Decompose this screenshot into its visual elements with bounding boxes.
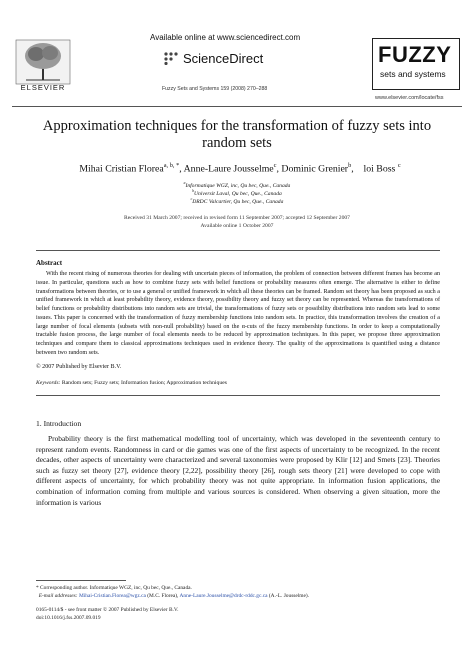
author-sup: c — [273, 162, 277, 169]
keywords — [36, 380, 227, 386]
abstract-bottom-rule — [36, 395, 440, 396]
affiliation-sup: a — [183, 181, 186, 185]
affiliation-text: Informatique WGZ, inc, Qu bec, Que., Canada — [185, 182, 291, 189]
sciencedirect-logo — [163, 49, 263, 67]
email-owner: (A.-L. Jousselme). — [268, 593, 310, 599]
affiliation-sup: b — [192, 189, 195, 193]
journal-citation: Fuzzy Sets and Systems 159 (2008) 270–288 — [162, 86, 268, 92]
author-sup: a, b, * — [163, 162, 180, 169]
abstract-top-rule — [36, 250, 440, 251]
author-name: Mihai Cristian Florea — [79, 163, 164, 175]
doi-line[interactable]: doi:10.1016/j.fss.2007.09.019 — [36, 615, 101, 621]
affiliation-text: DRDC Valcartier, Qu bec, Que., Canada — [192, 198, 284, 205]
affiliation-sup: c — [190, 197, 193, 201]
email-link[interactable]: Mihai-Cristian.Florea@wgz.ca — [78, 593, 146, 599]
journal-url-link[interactable]: www.elsevier.com/locate/fss — [375, 95, 444, 101]
email-owner: (M.C. Florea), — [147, 593, 179, 599]
article-title: Approximation techniques for the transformation of fuzzy sets into random sets — [42, 118, 432, 151]
affiliation-text: Universit Laval, Qu bec, Que., Canada — [194, 190, 282, 197]
affiliation — [40, 181, 434, 189]
sciencedirect-wordmark: ScienceDirect — [183, 50, 264, 66]
author-name: Dominic Grenier — [281, 163, 349, 175]
section-heading: 1. Introduction — [36, 419, 82, 428]
email-link[interactable]: Anne-Laure.Jousselme@drdc-rddc.gc.ca — [179, 593, 268, 599]
affiliation — [40, 189, 434, 197]
issn-line: 0165-0114/$ - see front matter © 2007 Published by Elsevier B.V. — [36, 607, 179, 613]
available-online-text: Available online at www.sciencedirect.com — [150, 33, 301, 42]
abstract-heading: Abstract — [36, 259, 63, 267]
abstract-text: With the recent rising of numerous theories for dealing with uncertain pieces of information, the problem of connection between different frames has become an issue. In particular, questions such as how to combine fuzzy sets with belief functions or probability measures often emerge. The alternative is either to define transformations between theories, or to use a general or unified framework in which all these theories can be framed. Random set theory has been proposed as such a unified framework in which at least probability theory, evidence theory, possibility theory and fuzzy set theory can be represented. Whereas the transformations of belief functions or probability distributions into random sets are trivial, the transformations of fuzzy sets or possibility distributions into random sets lead to some issues. This paper is concerned with the transformation of fuzzy membership functions into random sets. In practice, this transformation involves the creation of a large number of focal elements (subsets with non-null probability) based on the α-cuts of the fuzzy membership functions. In order to keep a computationally tractable fusion process, the large number of focal elements needs to be reduced by approximation techniques. In this paper, we propose three approximation techniques and compare them to classical approximations techniques used in evidence theory. The quality of the approximations is quantified using a distance between two random sets. — [36, 271, 440, 356]
available-online-date: Available online 1 October 2007 — [200, 223, 274, 229]
elsevier-wordmark: ELSEVIER — [20, 83, 66, 92]
author-sup: c — [397, 162, 401, 169]
footnote-emails — [36, 593, 309, 599]
author-sup: b — [348, 162, 352, 169]
keywords-text: Random sets; Fuzzy sets; Information fusion; Approximation techniques — [61, 380, 227, 386]
author-name: loi Boss — [363, 163, 396, 175]
author-name: Anne-Laure Jousselme — [183, 163, 274, 175]
intro-paragraph: Probability theory is the first mathematical modelling tool of uncertainty, which was developed in the seventeenth century to represent random events. Randomness in card or die games was one of the first aspects of uncertainty to be recognized. In the recent decades, other aspects of uncertainty were characterized and several taxonomies were proposed by Klir [12] and Smets [23]. Theories such as fuzzy set theory [27], evidence theory [2,22], possibility theory [26], rough sets theory [21] were developed to cope with different aspects of uncertainty, for which probability theory was not quite appropriate. In information fusion applications, the combination of information coming from multiple and various sources is considered. When observing a given situation, more the information is various — [36, 434, 440, 507]
affiliation — [40, 197, 434, 205]
footnote-rule — [36, 580, 126, 581]
received-dates: Received 31 March 2007; received in revised form 11 September 2007; accepted 12 September 2007 — [124, 215, 350, 221]
sciencedirect-dots-icon — [163, 51, 179, 65]
keywords-label: Keywords: — [36, 380, 61, 386]
fuzzy-logo-word: FUZZY — [378, 42, 452, 67]
copyright-line: © 2007 Published by Elsevier B.V. — [36, 364, 122, 370]
footnote-corresponding: * Corresponding author. Informatique WGZ, inc, Qu bec, Que., Canada. — [36, 585, 192, 591]
fuzzy-sets-journal-logo — [368, 36, 462, 91]
header-rule — [12, 106, 462, 107]
email-label: E-mail addresses: — [38, 593, 78, 599]
fuzzy-logo-subtitle: sets and systems — [380, 69, 446, 79]
author-list: Mihai Cristian Florea$^{a, b, *}$, Anne-Laure Jousselme$^c$, Dominic Grenier$^b$, loi Boss $^c$ — [79, 162, 401, 175]
